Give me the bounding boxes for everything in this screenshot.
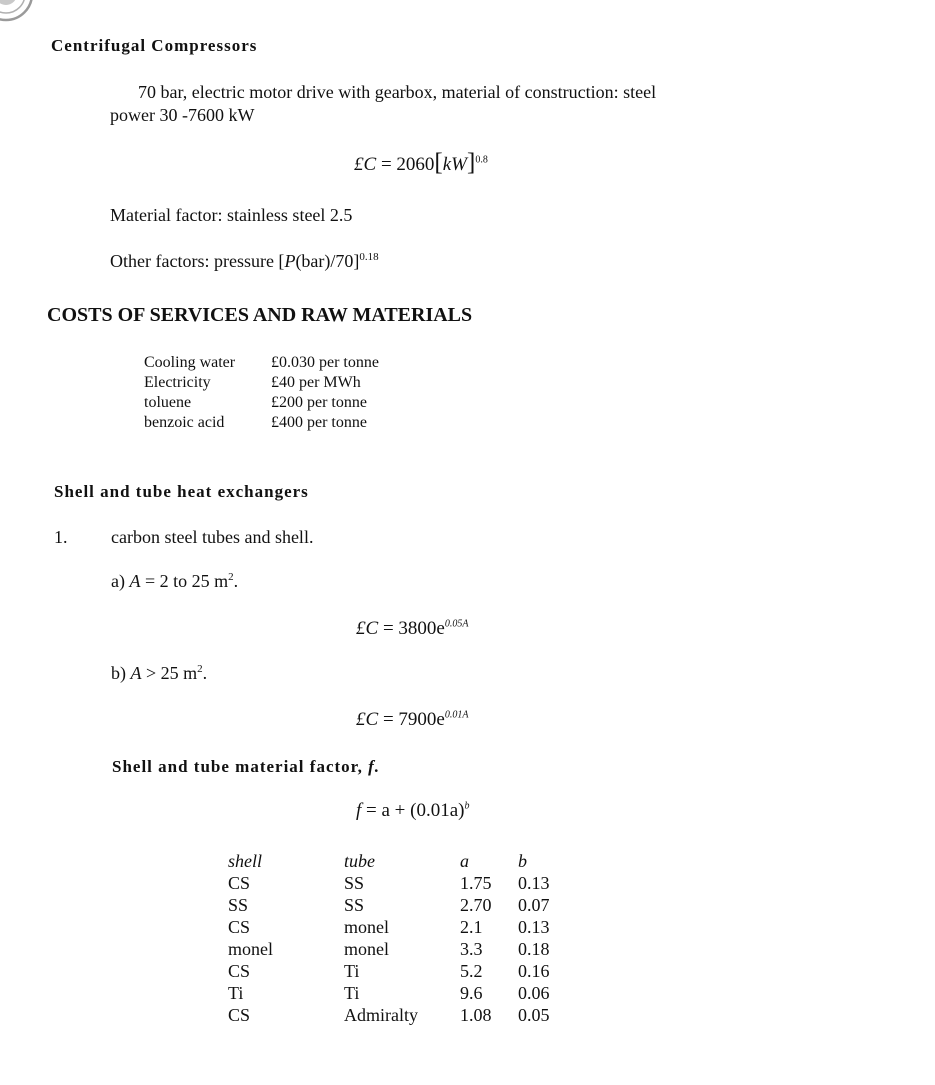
cell-shell: CS (228, 961, 251, 981)
item-number: 1. (54, 527, 68, 547)
eq1-exponent: 0.05A (444, 618, 469, 630)
cell-a: 3.3 (460, 939, 483, 959)
table-row (228, 1004, 550, 1026)
case-a-prefix: a) (111, 571, 130, 591)
eq-coefficient: 2060 (396, 154, 435, 175)
table-row (228, 916, 550, 938)
case-b-end: . (202, 663, 208, 683)
services-table (144, 353, 379, 433)
table-row (228, 894, 550, 916)
cell-b: 0.07 (518, 895, 550, 915)
table-row (144, 353, 379, 373)
other-factors-prefix: Other factors: pressure [ (110, 251, 285, 271)
service-cost: £200 per tonne (271, 394, 367, 411)
table-row (228, 938, 550, 960)
case-b-range: > 25 m (141, 663, 198, 683)
cell-shell: SS (228, 895, 249, 915)
eq2-lhs: £C (356, 709, 379, 730)
header-tube: tube (344, 851, 375, 871)
eq1-lhs: £C (356, 618, 379, 639)
header-b: b (518, 851, 527, 871)
eq2-equals: = (382, 709, 394, 730)
eq-lhs: £C (354, 154, 377, 175)
exchanger-cost-equation-b (356, 709, 468, 731)
cell-a: 5.2 (460, 961, 483, 981)
cell-tube: Admiralty (344, 1005, 418, 1025)
table-header-row (228, 850, 550, 872)
cell-shell: CS (228, 873, 251, 893)
services-heading: COSTS OF SERVICES AND RAW MATERIALS (47, 304, 473, 326)
eq-unit: kW (442, 154, 467, 175)
f-eq-body: = a + (0.01a) (361, 800, 465, 821)
cell-tube: SS (344, 895, 365, 915)
cell-b: 0.05 (518, 1005, 550, 1025)
cell-shell: Ti (228, 983, 244, 1003)
table-row (228, 960, 550, 982)
cell-a: 2.1 (460, 917, 483, 937)
cell-b: 0.16 (518, 961, 550, 981)
case-b-exponent: 2 (197, 663, 203, 675)
table-row (144, 413, 379, 433)
cell-b: 0.13 (518, 873, 550, 893)
left-bracket: [ (434, 149, 443, 176)
material-factor-heading (112, 757, 380, 777)
case-b-prefix: b) (111, 663, 131, 683)
cell-b: 0.13 (518, 917, 550, 937)
eq1-equals: = (382, 618, 394, 639)
compressors-heading: Centrifugal Compressors (51, 36, 258, 55)
other-factors-middle: (bar)/70] (295, 251, 360, 271)
compressors-description-line2: power 30 -7600 kW (110, 105, 255, 125)
cell-b: 0.06 (518, 983, 550, 1003)
cell-a: 9.6 (460, 983, 483, 1003)
eq-equals: = (380, 154, 392, 175)
right-bracket: ] (467, 149, 476, 176)
material-factor-heading-var: f. (368, 757, 381, 776)
service-cost: £40 per MWh (271, 374, 361, 391)
service-item: Electricity (144, 374, 211, 391)
material-factor-heading-text: Shell and tube material factor, (112, 757, 369, 776)
service-item: Cooling water (144, 354, 236, 371)
cell-shell: CS (228, 917, 251, 937)
cell-tube: Ti (344, 961, 360, 981)
cell-shell: monel (228, 939, 273, 959)
exchanger-cost-equation-a (356, 618, 468, 640)
cell-tube: Ti (344, 983, 360, 1003)
material-factor-text: Material factor: stainless steel 2.5 (110, 205, 353, 225)
service-cost: £400 per tonne (271, 414, 367, 431)
case-a-text (111, 571, 238, 592)
eq-exponent: 0.8 (475, 154, 488, 166)
item-text: carbon steel tubes and shell. (111, 527, 314, 547)
table-row (228, 982, 550, 1004)
heat-exchangers-heading: Shell and tube heat exchangers (54, 482, 309, 501)
other-factors-text (110, 251, 379, 272)
table-row (144, 373, 379, 393)
table-row (228, 872, 550, 894)
table-row (144, 393, 379, 413)
eq2-base: 7900e (398, 709, 445, 730)
cell-shell: CS (228, 1005, 251, 1025)
case-a-range: = 2 to 25 m (140, 571, 229, 591)
cell-a: 1.75 (460, 873, 492, 893)
cell-a: 1.08 (460, 1005, 492, 1025)
f-eq-lhs: f (356, 800, 362, 821)
eq2-exponent: 0.01A (444, 709, 469, 721)
cell-b: 0.18 (518, 939, 550, 959)
header-a: a (460, 851, 469, 871)
header-shell: shell (228, 851, 262, 871)
eq1-base: 3800e (398, 618, 445, 639)
cell-tube: monel (344, 939, 389, 959)
service-cost: £0.030 per tonne (271, 354, 379, 371)
other-factors-variable: P (284, 251, 296, 271)
case-b-text (111, 663, 207, 684)
case-a-end: . (233, 571, 239, 591)
cell-a: 2.70 (460, 895, 492, 915)
material-factor-equation (356, 800, 469, 822)
case-b-variable: A (130, 663, 142, 683)
case-a-variable: A (129, 571, 141, 591)
service-item: benzoic acid (144, 414, 225, 431)
cell-tube: monel (344, 917, 389, 937)
other-factors-exponent: 0.18 (359, 251, 379, 263)
compressors-description-line1: 70 bar, electric motor drive with gearbox, material of construction: steel (138, 82, 657, 102)
case-a-exponent: 2 (228, 571, 234, 583)
university-seal-logo (0, 0, 34, 22)
service-item: toluene (144, 394, 192, 411)
f-eq-exponent: b (464, 800, 470, 812)
compressor-cost-equation (354, 150, 488, 176)
material-factor-table (228, 850, 550, 1026)
cell-tube: SS (344, 873, 365, 893)
